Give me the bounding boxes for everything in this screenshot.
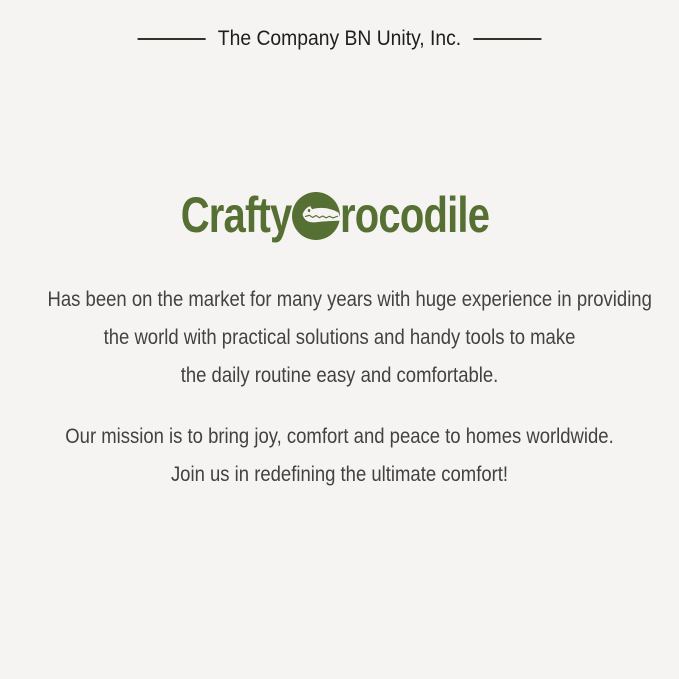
brand-logo	[0, 187, 679, 243]
company-header	[27, 27, 652, 51]
header-rule-right	[473, 38, 541, 40]
about-paragraph-1	[47, 280, 652, 394]
company-name: The Company BN Unity, Inc.	[217, 27, 462, 50]
about-p2-line1: Our mission is to bring joy, comfort and peace to homes worldwide.	[65, 424, 614, 448]
logo-word-crafty: Crafty	[180, 187, 292, 243]
logo-word-rocodile: rocodile	[339, 187, 489, 243]
about-p2-line2: Join us in redefining the ultimate comfort!	[170, 462, 509, 486]
about-p1-line3: the daily routine easy and comfortable.	[180, 363, 499, 387]
header-rule-left	[138, 38, 206, 40]
about-p1-line1: Has been on the market for many years with huge experience in providing	[47, 287, 652, 311]
about-p1-line2: the world with practical solutions and handy tools to make	[103, 325, 576, 349]
crocodile-icon	[292, 192, 340, 240]
about-paragraph-2	[48, 417, 632, 493]
